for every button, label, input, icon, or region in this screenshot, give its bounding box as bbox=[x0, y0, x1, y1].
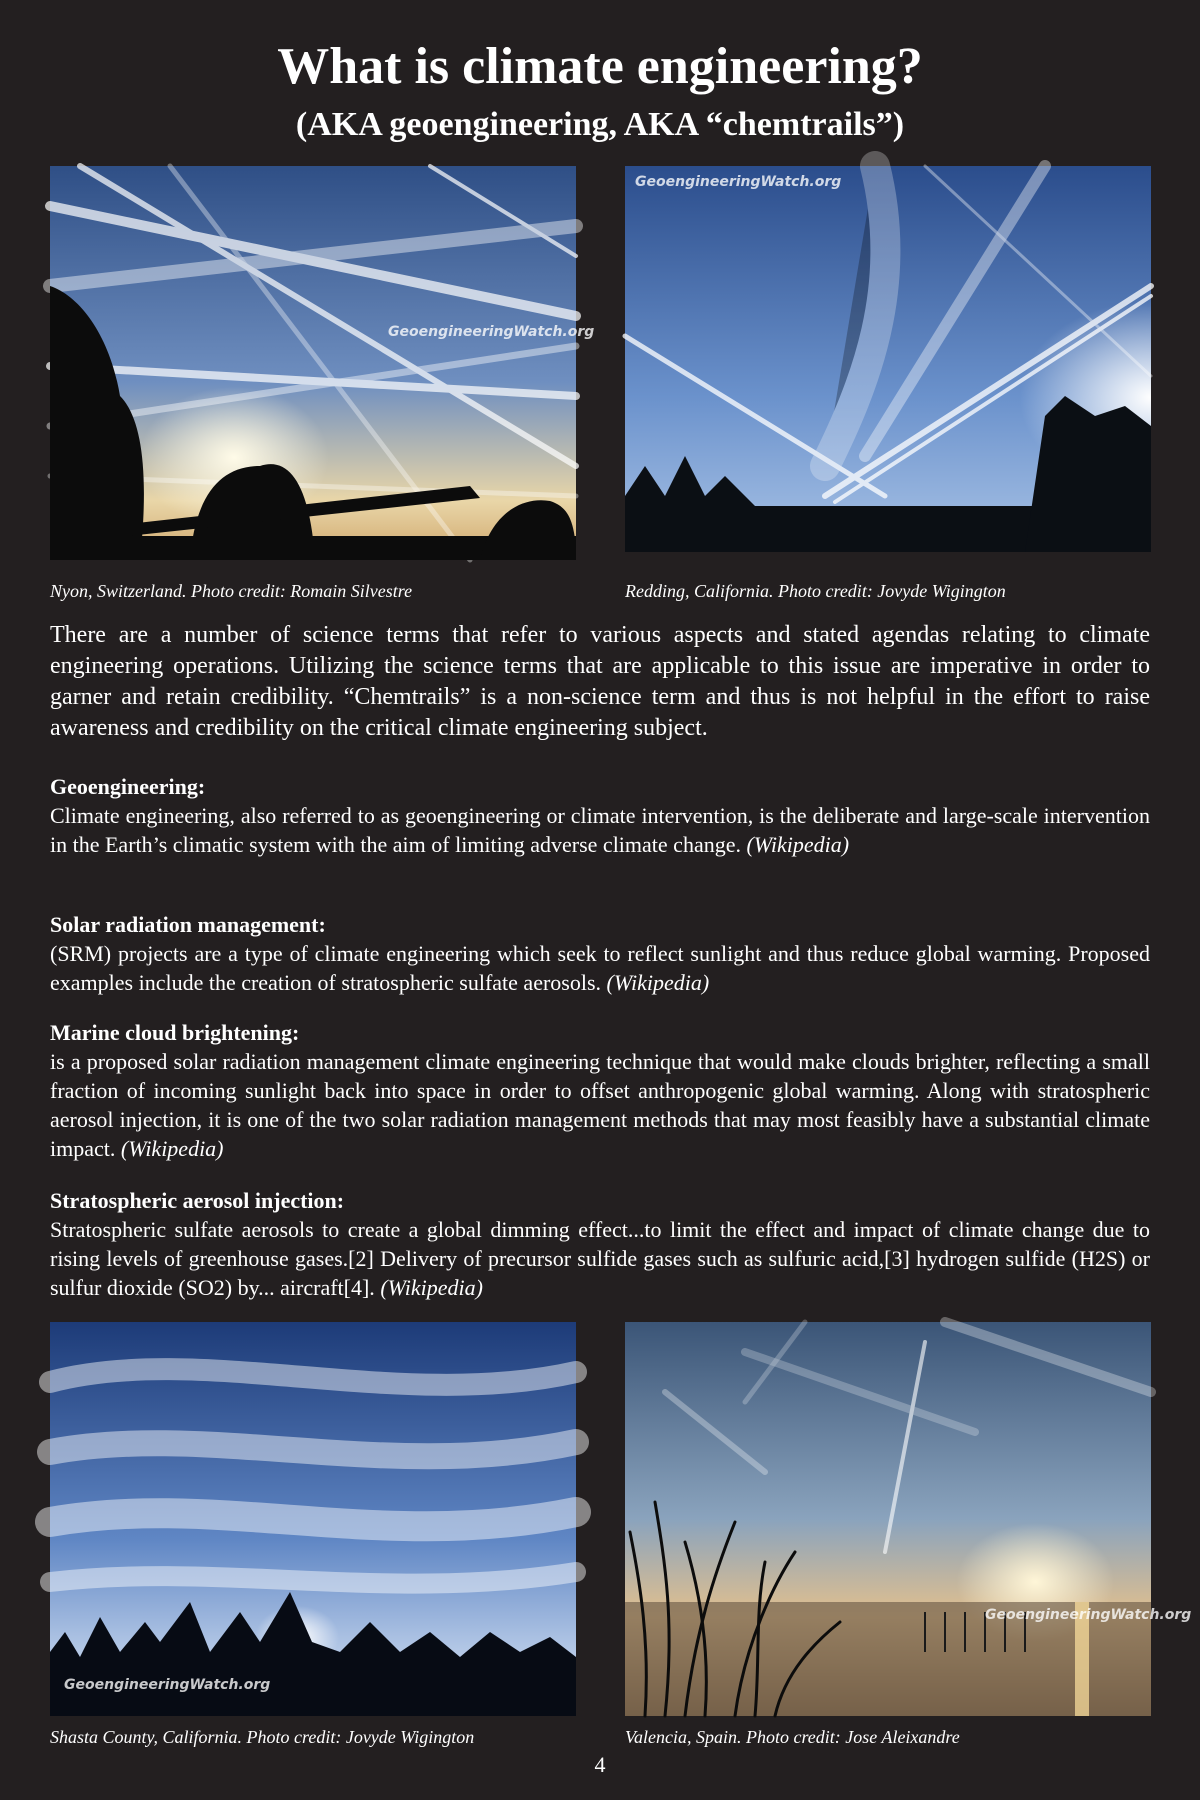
section-stratospheric-aerosol-injection bbox=[50, 1186, 1150, 1302]
photo-watermark: GeoengineeringWatch.org bbox=[64, 1677, 271, 1693]
section-text: (SRM) projects are a type of climate engineering which seek to reflect sunlight and thus reduce global warming. Proposed examples include the creation of stratospheric sulfate aerosols. bbox=[50, 941, 1150, 995]
section-source: (Wikipedia) bbox=[746, 832, 850, 857]
section-heading: Stratospheric aerosol injection: bbox=[50, 1188, 345, 1213]
photo-caption: Redding, California. Photo credit: Jovyde Wigington bbox=[625, 581, 1006, 601]
section-source: (Wikipedia) bbox=[120, 1136, 224, 1161]
sky-photo-illustration bbox=[625, 166, 1151, 552]
photo-nyon bbox=[50, 166, 595, 560]
intro-paragraph: There are a number of science terms that refer to various aspects and stated agendas relating to climate engineering operations. Utilizing the science terms that are applicable to this issue are imperative in order to garner and retain credibility. “Chemtrails” is a non-science term and thus is not helpful in the effort to raise awareness and credibility on the critical climate engineering subject. bbox=[50, 622, 1150, 741]
sky-photo-illustration bbox=[50, 166, 576, 560]
sky-photo-illustration bbox=[50, 1322, 576, 1716]
section-solar-radiation-management bbox=[50, 910, 1150, 997]
section-text: Climate engineering, also referred to as geoengineering or climate intervention, is the deliberate and large-scale intervention in the Earth’s climatic system with the aim of limiting adverse climate change. bbox=[50, 803, 1150, 857]
photo-caption: Nyon, Switzerland. Photo credit: Romain Silvestre bbox=[50, 581, 413, 601]
page-title: What is climate engineering? bbox=[277, 38, 923, 95]
sky-photo-illustration bbox=[625, 1322, 1151, 1716]
section-heading: Geoengineering: bbox=[50, 774, 206, 799]
section-heading: Marine cloud brightening: bbox=[50, 1020, 300, 1045]
section-text: Stratospheric sulfate aerosols to create a global dimming effect...to limit the effect and impact of climate change due to rising levels of greenhouse gases.[2] Delivery of precursor sulfide gases such as sulfuric acid,[3] hydrogen sulfide (H2S) or sulfur dioxide (SO2) by... aircraft[4]. bbox=[50, 1217, 1150, 1300]
section-text: is a proposed solar radiation management climate engineering technique that would make clouds brighter, reflecting a small fraction of incoming sunlight back into space in order to offset anthropogenic global warming. Along with stratospheric aerosol injection, it is one of the two solar radiation management methods that may most feasibly have a substantial climate impact. bbox=[50, 1049, 1150, 1161]
page-number: 4 bbox=[594, 1752, 606, 1777]
photo-caption: Shasta County, California. Photo credit: Jovyde Wigington bbox=[50, 1727, 475, 1747]
photo-watermark: GeoengineeringWatch.org bbox=[635, 174, 842, 190]
photo-valencia bbox=[625, 1322, 1192, 1716]
section-marine-cloud-brightening bbox=[50, 1018, 1150, 1163]
page-subtitle: (AKA geoengineering, AKA “chemtrails”) bbox=[295, 106, 905, 143]
photo-watermark: GeoengineeringWatch.org bbox=[985, 1607, 1192, 1623]
section-heading: Solar radiation management: bbox=[50, 912, 326, 937]
section-geoengineering bbox=[50, 772, 1150, 859]
section-source: (Wikipedia) bbox=[606, 970, 710, 995]
photo-shasta-county bbox=[50, 1322, 576, 1716]
photo-watermark: GeoengineeringWatch.org bbox=[388, 324, 595, 340]
section-source: (Wikipedia) bbox=[380, 1275, 483, 1300]
photo-redding bbox=[625, 166, 1151, 552]
photo-caption: Valencia, Spain. Photo credit: Jose Aleixandre bbox=[625, 1727, 960, 1747]
